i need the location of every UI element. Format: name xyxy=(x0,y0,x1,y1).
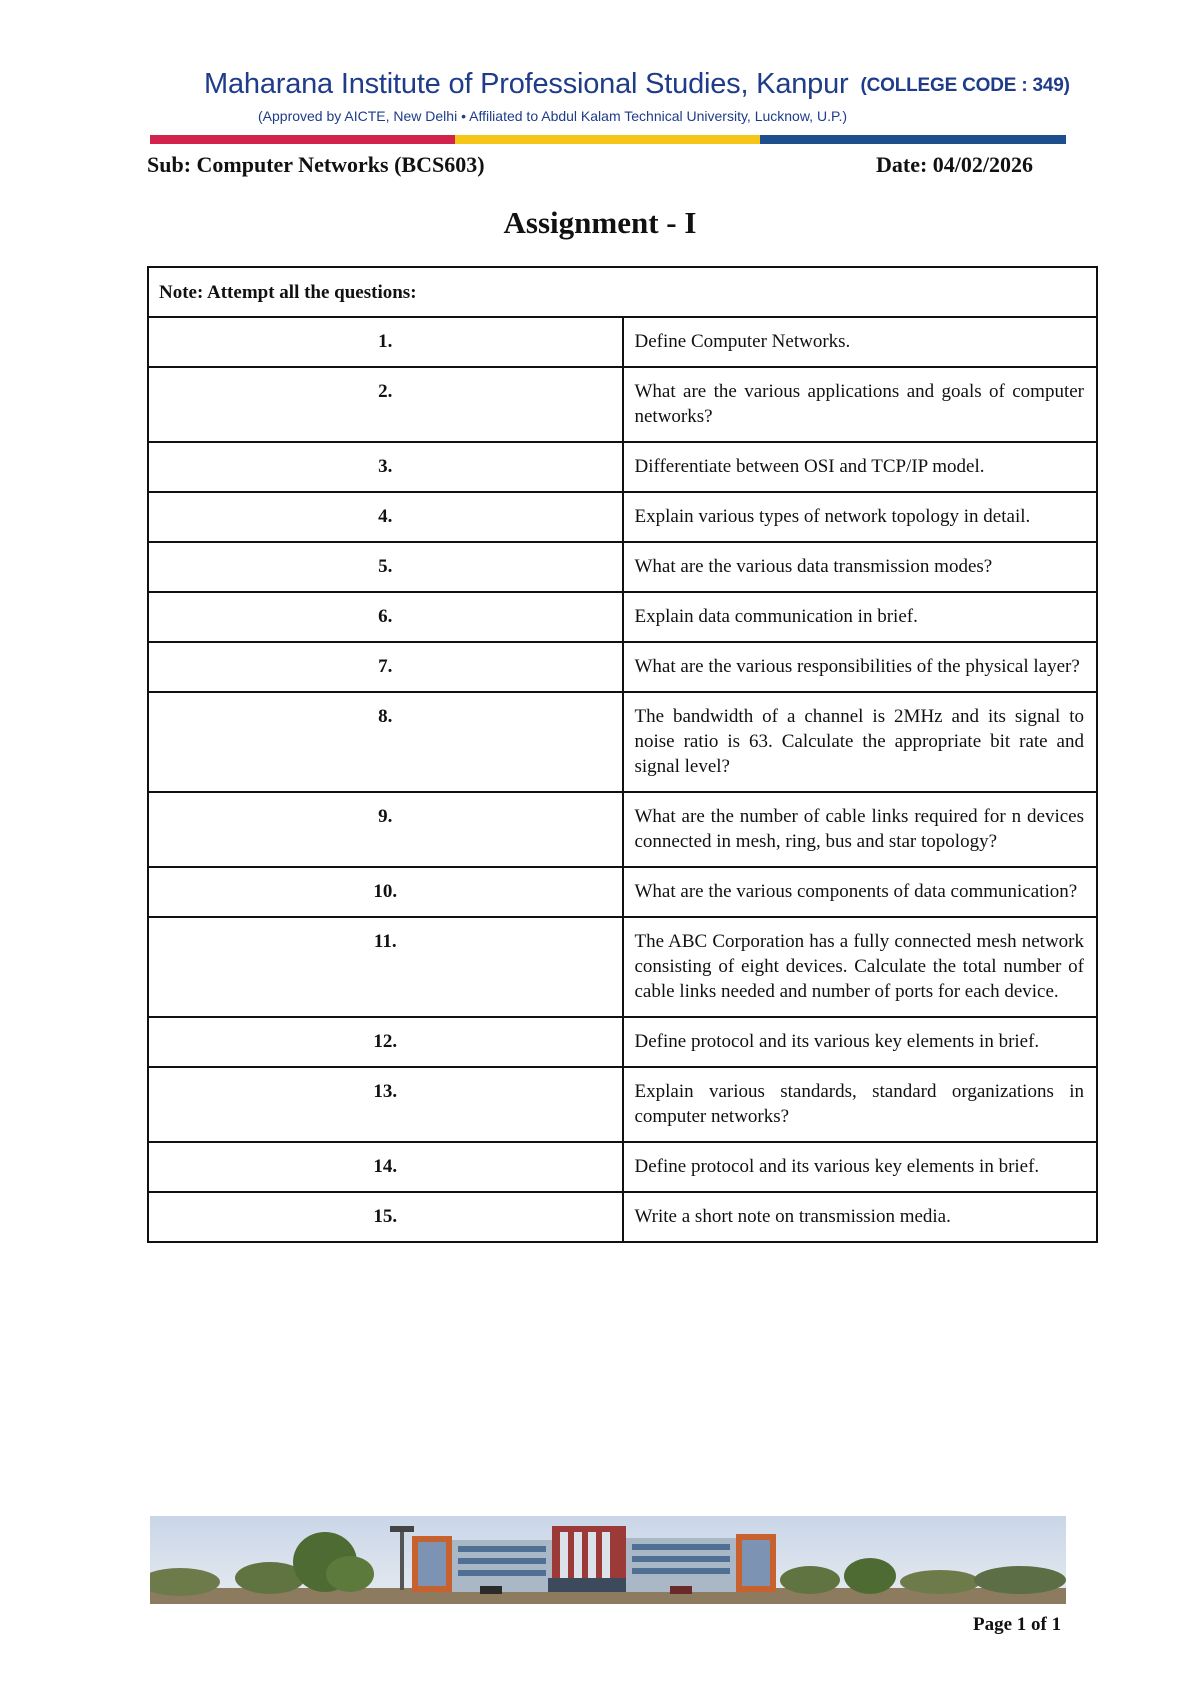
subject-line: Sub: Computer Networks (BCS603) xyxy=(147,152,485,177)
question-number: 7. xyxy=(148,642,623,692)
question-text: What are the various applications and goals of computer networks? xyxy=(623,367,1098,442)
question-row xyxy=(148,692,1097,792)
letterhead-stripe-red xyxy=(150,135,455,144)
question-row xyxy=(148,317,1097,367)
question-number: 14. xyxy=(148,1142,623,1192)
question-text: What are the various responsibilities of the physical layer? xyxy=(623,642,1098,692)
question-row xyxy=(148,792,1097,867)
question-row xyxy=(148,1067,1097,1142)
question-text: Explain various standards, standard organizations in computer networks? xyxy=(623,1067,1098,1142)
question-number: 15. xyxy=(148,1192,623,1242)
question-number: 4. xyxy=(148,492,623,542)
page-number: Page 1 of 1 xyxy=(973,1614,1062,1635)
page-title: Assignment - I xyxy=(503,205,697,240)
campus-building-image xyxy=(150,1516,1066,1604)
question-text: What are the various data transmission modes? xyxy=(623,542,1098,592)
note-row xyxy=(148,267,1097,317)
question-number: 8. xyxy=(148,692,623,792)
institute-name: Maharana Institute of Professional Studies, Kanpur xyxy=(204,68,849,100)
question-number: 1. xyxy=(148,317,623,367)
letterhead-approval: (Approved by AICTE, New Delhi • Affiliated to Abdul Kalam Technical University, Lucknow, U.P.) xyxy=(258,108,848,124)
question-text: Write a short note on transmission media. xyxy=(623,1192,1098,1242)
question-row xyxy=(148,1142,1097,1192)
date-line: Date: 04/02/2026 xyxy=(876,152,1034,177)
question-text: The bandwidth of a channel is 2MHz and its signal to noise ratio is 63. Calculate the appropriate bit rate and signal level? xyxy=(623,692,1098,792)
question-number: 2. xyxy=(148,367,623,442)
question-text: What are the number of cable links required for n devices connected in mesh, ring, bus and star topology? xyxy=(623,792,1098,867)
question-text: Explain various types of network topology in detail. xyxy=(623,492,1098,542)
question-number: 9. xyxy=(148,792,623,867)
question-row xyxy=(148,642,1097,692)
question-number: 3. xyxy=(148,442,623,492)
question-number: 10. xyxy=(148,867,623,917)
question-row xyxy=(148,1192,1097,1242)
question-text: The ABC Corporation has a fully connected mesh network consisting of eight devices. Calculate the total number of cable links needed and number of ports for each device. xyxy=(623,917,1098,1017)
question-row xyxy=(148,492,1097,542)
letterhead-institute xyxy=(204,68,1070,101)
question-text: Define protocol and its various key elements in brief. xyxy=(623,1017,1098,1067)
questions-table xyxy=(147,266,1098,1243)
letterhead-stripe-yellow xyxy=(455,135,760,144)
question-row xyxy=(148,367,1097,442)
question-text: What are the various components of data communication? xyxy=(623,867,1098,917)
question-row xyxy=(148,442,1097,492)
question-text: Differentiate between OSI and TCP/IP model. xyxy=(623,442,1098,492)
question-row xyxy=(148,867,1097,917)
question-number: 11. xyxy=(148,917,623,1017)
college-code: (COLLEGE CODE : 349) xyxy=(860,75,1070,96)
letterhead-stripe-blue xyxy=(760,135,1066,144)
question-row xyxy=(148,917,1097,1017)
question-row xyxy=(148,592,1097,642)
question-number: 5. xyxy=(148,542,623,592)
question-text: Explain data communication in brief. xyxy=(623,592,1098,642)
note-text: Note: Attempt all the questions: xyxy=(148,267,1097,317)
question-number: 12. xyxy=(148,1017,623,1067)
question-text: Define Computer Networks. xyxy=(623,317,1098,367)
question-number: 6. xyxy=(148,592,623,642)
question-text: Define protocol and its various key elements in brief. xyxy=(623,1142,1098,1192)
question-row xyxy=(148,1017,1097,1067)
question-number: 13. xyxy=(148,1067,623,1142)
question-row xyxy=(148,542,1097,592)
